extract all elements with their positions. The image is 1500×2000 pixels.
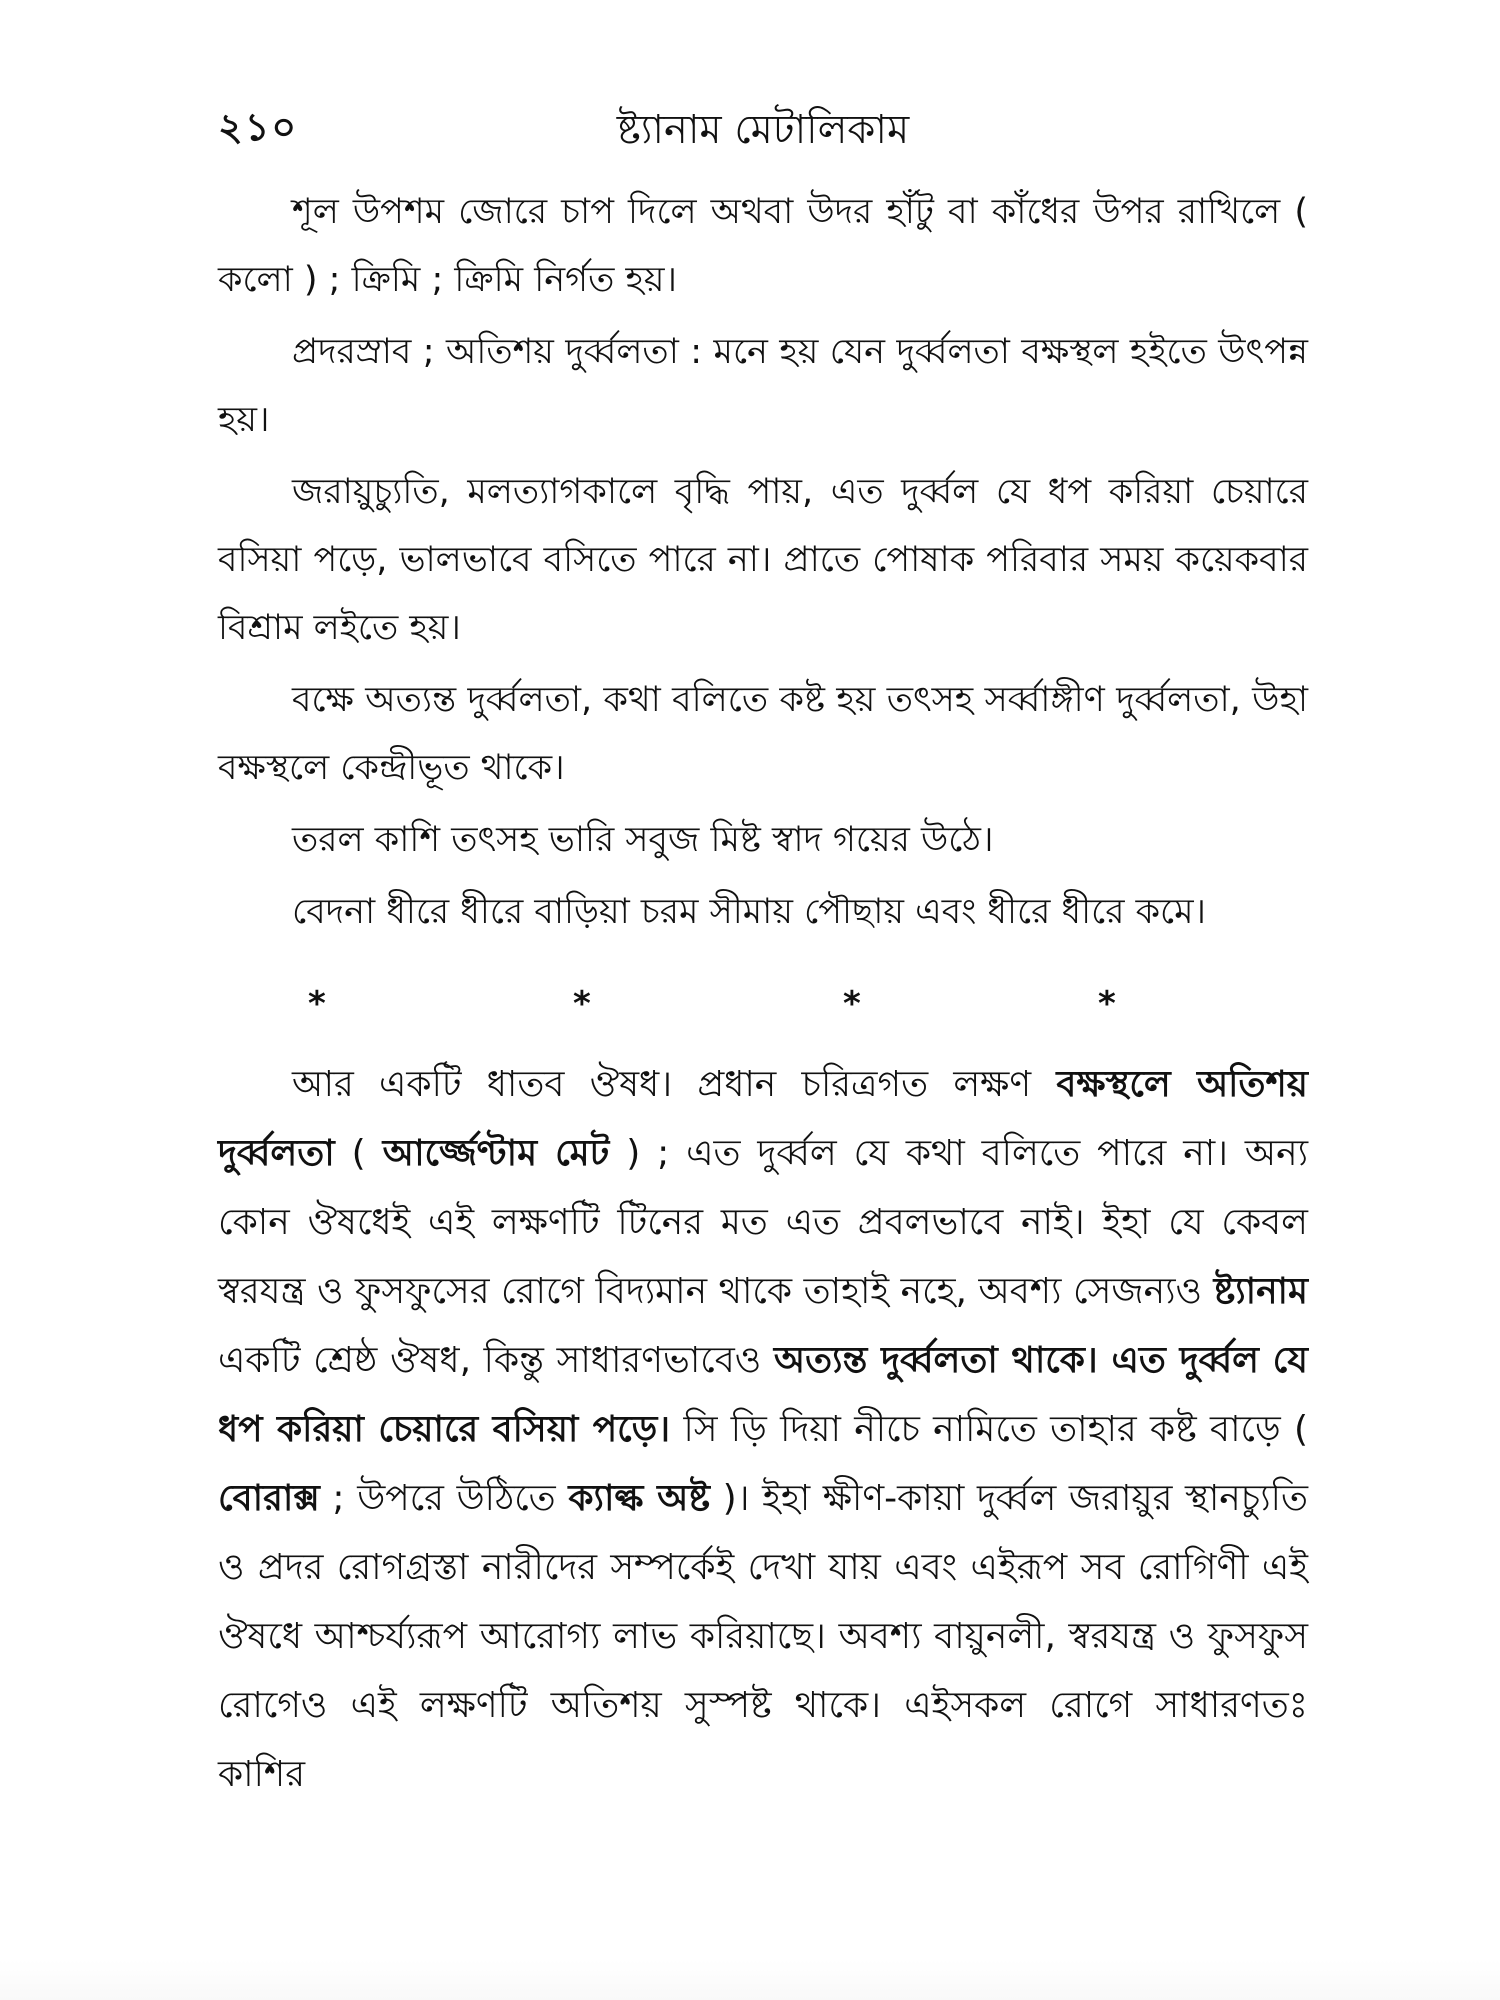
remedy-name: আর্জ্জেণ্টাম মেট [382, 1133, 610, 1174]
paragraph: জরায়ুচ্যুতি, মলত্যাগকালে বৃদ্ধি পায়, এত দুর্ব্বল যে ধপ করিয়া চেয়ারে বসিয়া পড়ে, ভালভাবে বসিতে পারে না। প্রাতে পোষাক পরিবার সময় কয়েকবার বিশ্রাম লইতে হয়। [218, 472, 1308, 648]
text-run: ) ; এত দুর্ব্বল যে কথা বলিতে পারে না। অন্য কোন ঔষধেই এই লক্ষণটি টিনের মত এত প্রবলভাবে নাই। ইহা যে কেবল স্বরযন্ত্র ও ফুসফুসের রোগে বিদ্যমান থাকে তাহাই নহে, অবশ্য সেজন্যও [218, 1133, 1309, 1312]
paragraph: বেদনা ধীরে ধীরে বাড়িয়া চরম সীমায় পৌছায় এবং ধীরে ধীরে কমে। [292, 892, 1207, 932]
divider-asterisk: * [843, 984, 861, 1024]
running-title: ষ্ট্যানাম মেটালিকাম [616, 107, 910, 153]
paragraph: প্রদরস্রাব ; অতিশয় দুর্ব্বলতা : মনে হয় যেন দুর্ব্বলতা বক্ষস্থল হইতে উৎপন্ন হয়। [218, 332, 1308, 440]
section-divider [218, 950, 1308, 1050]
page-number: ২১০ [218, 105, 299, 149]
page-edge-shading [0, 1960, 1500, 2000]
text-run: একটি শ্রেষ্ঠ ঔষধ, কিন্তু সাধারণভাবেও [218, 1340, 774, 1381]
text-run: )। ইহা ক্ষীণ-কায়া দুর্ব্বল জরায়ুর স্থানচ্যুতি ও প্রদর রোগগ্রস্তা নারীদের সম্পর্কেই দেখা যায় এবং এইরূপ সব রোগিণী এই ঔষধে আশ্চর্য্যরূপ আরোগ্য লাভ করিয়াছে। অবশ্য বায়ুনলী, স্বরযন্ত্র ও ফুসফুস রোগেও এই লক্ষণটি অতিশয় সুস্পষ্ট থাকে। এইসকল রোগে সাধারণতঃ কাশির [218, 1478, 1308, 1795]
emphasis-run: বক্ষস্থলে অতিশয় দুর্ব্বলতা [218, 1064, 1308, 1174]
text-run: ( [334, 1133, 383, 1174]
remedy-name: ষ্ট্যানাম [1213, 1271, 1308, 1312]
paragraph: শূল উপশম জোরে চাপ দিলে অথবা উদর হাঁটু বা কাঁধের উপর রাখিলে ( কলো ) ; ক্রিমি ; ক্রিমি নির্গত হয়। [218, 192, 1308, 300]
text-run: ; উপরে উঠিতে [319, 1478, 569, 1519]
paragraph: তরল কাশি তৎসহ ভারি সবুজ মিষ্ট স্বাদ গয়ের উঠে। [292, 820, 994, 860]
text-run: সি ড়ি দিয়া নীচে নামিতে তাহার কষ্ট বাড়ে ( [670, 1409, 1308, 1450]
divider-asterisk: * [573, 984, 591, 1024]
remedy-name: বোরাক্স [218, 1478, 320, 1519]
remedy-name: ক্যাল্ক অষ্ট [568, 1478, 710, 1519]
paragraph: বক্ষে অত্যন্ত দুর্ব্বলতা, কথা বলিতে কষ্ট হয় তৎসহ সর্ব্বাঙ্গীণ দুর্ব্বলতা, উহা বক্ষস্থলে কেন্দ্রীভূত থাকে। [218, 680, 1308, 788]
page-header [218, 98, 1308, 158]
divider-asterisk: * [308, 984, 326, 1024]
emphasis-run: অত্যন্ত দুর্ব্বলতা থাকে। এত দুর্ব্বল যে ধপ করিয়া চেয়ারে বসিয়া পড়ে। [218, 1340, 1308, 1450]
text-run: আর একটি ধাতব ঔষধ। প্রধান চরিত্রগত লক্ষণ [292, 1064, 1057, 1105]
divider-asterisk: * [1098, 984, 1116, 1024]
main-paragraph [218, 1050, 1308, 1809]
page-body [218, 178, 1308, 1813]
